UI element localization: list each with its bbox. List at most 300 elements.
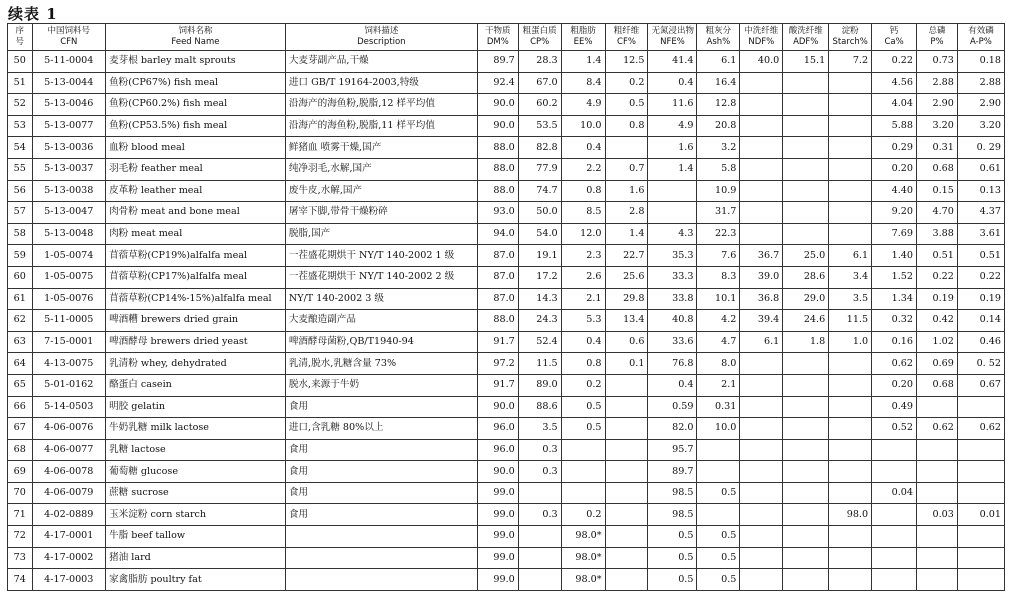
- nutrient-value: 98.0: [829, 504, 872, 526]
- nutrient-value: 0.19: [957, 288, 1004, 310]
- row-index: 74: [8, 569, 33, 591]
- column-header-zh: 有效磷: [968, 26, 994, 36]
- feed-description: 大麦芽副产品,干燥: [285, 51, 477, 73]
- feed-name: 酪蛋白 casein: [106, 374, 286, 396]
- nutrient-value: 0.3: [518, 439, 561, 461]
- nutrient-value: 0.2: [561, 374, 605, 396]
- nutrient-value: [917, 439, 958, 461]
- table-body: [8, 51, 1005, 591]
- nutrient-value: [829, 461, 872, 483]
- feed-name: 肉粉 meat meal: [106, 223, 286, 245]
- nutrient-value: 5.3: [561, 310, 605, 332]
- nutrient-value: [917, 526, 958, 548]
- nutrient-value: [783, 374, 829, 396]
- column-header-en: DM%: [486, 37, 509, 47]
- nutrient-value: [917, 396, 958, 418]
- nutrient-value: 1.4: [561, 51, 605, 73]
- nutrient-value: 52.4: [518, 331, 561, 353]
- nutrient-value: [783, 396, 829, 418]
- column-header-en: A-P%: [969, 37, 992, 47]
- nutrient-value: 10.1: [697, 288, 740, 310]
- column-header-en: CF%: [617, 37, 636, 47]
- feed-description: 大麦酿造副产品: [285, 310, 477, 332]
- row-index: 68: [8, 439, 33, 461]
- nutrient-value: 36.8: [740, 288, 783, 310]
- feed-description: 沿海产的海鱼粉,脱脂,12 样平均值: [285, 94, 477, 116]
- table-row: [8, 331, 1005, 353]
- column-header: [740, 24, 783, 51]
- feed-name: 肉骨粉 meat and bone meal: [106, 202, 286, 224]
- cfn-code: 5-11-0004: [32, 51, 106, 73]
- nutrient-value: 41.4: [648, 51, 697, 73]
- column-header-en: NDF%: [748, 37, 775, 47]
- nutrient-value: 0.4: [561, 331, 605, 353]
- nutrient-value: 31.7: [697, 202, 740, 224]
- nutrient-value: 90.0: [477, 115, 518, 137]
- nutrient-value: [605, 461, 648, 483]
- row-index: 67: [8, 418, 33, 440]
- nutrient-value: 33.6: [648, 331, 697, 353]
- nutrient-value: 2.2: [561, 158, 605, 180]
- column-header: [561, 24, 605, 51]
- row-index: 50: [8, 51, 33, 73]
- feed-composition-table: [7, 23, 1005, 591]
- nutrient-value: 99.0: [477, 526, 518, 548]
- nutrient-value: [740, 374, 783, 396]
- cfn-code: 4-06-0078: [32, 461, 106, 483]
- nutrient-value: 6.1: [697, 51, 740, 73]
- nutrient-value: 88.6: [518, 396, 561, 418]
- column-header-zh: 粗纤维: [613, 26, 640, 36]
- nutrient-value: [518, 482, 561, 504]
- nutrient-value: 24.6: [783, 310, 829, 332]
- nutrient-value: 1.40: [872, 245, 917, 267]
- column-header: [648, 24, 697, 51]
- nutrient-value: [740, 202, 783, 224]
- table-row: [8, 396, 1005, 418]
- nutrient-value: [740, 353, 783, 375]
- table-row: [8, 115, 1005, 137]
- nutrient-value: [740, 526, 783, 548]
- cfn-code: 5-13-0038: [32, 180, 106, 202]
- nutrient-value: [829, 72, 872, 94]
- cfn-code: 5-13-0044: [32, 72, 106, 94]
- nutrient-value: [872, 547, 917, 569]
- nutrient-value: 17.2: [518, 266, 561, 288]
- nutrient-value: 76.8: [648, 353, 697, 375]
- column-header-zh: 钙: [889, 26, 899, 36]
- nutrient-value: 89.7: [648, 461, 697, 483]
- nutrient-value: [605, 482, 648, 504]
- table-row: [8, 51, 1005, 73]
- nutrient-value: 0.8: [561, 180, 605, 202]
- nutrient-value: [740, 547, 783, 569]
- nutrient-value: 99.0: [477, 547, 518, 569]
- column-header-en: Starch%: [832, 37, 868, 47]
- feed-description: 食用: [285, 461, 477, 483]
- nutrient-value: [783, 115, 829, 137]
- nutrient-value: 98.5: [648, 482, 697, 504]
- nutrient-value: 40.0: [740, 51, 783, 73]
- column-header-en: 号: [15, 37, 25, 47]
- nutrient-value: 87.0: [477, 266, 518, 288]
- feed-name: 皮革粉 leather meal: [106, 180, 286, 202]
- nutrient-value: 99.0: [477, 569, 518, 591]
- feed-name: 葡萄糖 glucose: [106, 461, 286, 483]
- row-index: 54: [8, 137, 33, 159]
- feed-name: 牛奶乳糖 milk lactose: [106, 418, 286, 440]
- column-header-en: NFE%: [660, 37, 685, 47]
- nutrient-value: 1.4: [648, 158, 697, 180]
- nutrient-value: 3.61: [957, 223, 1004, 245]
- nutrient-value: [783, 223, 829, 245]
- row-index: 59: [8, 245, 33, 267]
- nutrient-value: 2.8: [605, 202, 648, 224]
- column-header-en: Feed Name: [171, 37, 220, 47]
- cfn-code: 4-17-0003: [32, 569, 106, 591]
- column-header-zh: 饲料名称: [178, 26, 213, 36]
- nutrient-value: 0.46: [957, 331, 1004, 353]
- nutrient-value: 96.0: [477, 439, 518, 461]
- table-row: [8, 310, 1005, 332]
- nutrient-value: 4.9: [648, 115, 697, 137]
- column-header-zh: 中国饲料号: [47, 26, 91, 36]
- nutrient-value: [740, 180, 783, 202]
- nutrient-value: 0.59: [648, 396, 697, 418]
- nutrient-value: 20.8: [697, 115, 740, 137]
- row-index: 62: [8, 310, 33, 332]
- feed-name: 鱼粉(CP67%) fish meal: [106, 72, 286, 94]
- nutrient-value: [605, 418, 648, 440]
- column-header-en: Ca%: [884, 37, 904, 47]
- column-header: [957, 24, 1004, 51]
- nutrient-value: 87.0: [477, 245, 518, 267]
- feed-description: NY/T 140-2002 3 级: [285, 288, 477, 310]
- feed-name: 乳糖 lactose: [106, 439, 286, 461]
- nutrient-value: [783, 72, 829, 94]
- cfn-code: 5-14-0503: [32, 396, 106, 418]
- nutrient-value: 0.29: [872, 137, 917, 159]
- nutrient-value: [783, 353, 829, 375]
- nutrient-value: 12.5: [605, 51, 648, 73]
- row-index: 58: [8, 223, 33, 245]
- row-index: 51: [8, 72, 33, 94]
- table-row: [8, 288, 1005, 310]
- nutrient-value: [829, 180, 872, 202]
- nutrient-value: [740, 396, 783, 418]
- nutrient-value: 28.3: [518, 51, 561, 73]
- nutrient-value: 2.90: [957, 94, 1004, 116]
- nutrient-value: 0.31: [697, 396, 740, 418]
- column-header-en: P%: [930, 37, 944, 47]
- nutrient-value: [917, 547, 958, 569]
- feed-description: 乳清,脱水,乳糖含量 73%: [285, 353, 477, 375]
- nutrient-value: 10.0: [561, 115, 605, 137]
- table-row: [8, 418, 1005, 440]
- feed-description: 食用: [285, 482, 477, 504]
- nutrient-value: 33.8: [648, 288, 697, 310]
- feed-description: 脱脂,国产: [285, 223, 477, 245]
- cfn-code: 7-15-0001: [32, 331, 106, 353]
- feed-description: 废牛皮,水解,国产: [285, 180, 477, 202]
- nutrient-value: [518, 526, 561, 548]
- nutrient-value: 40.8: [648, 310, 697, 332]
- column-header-zh: 中洗纤维: [744, 26, 779, 36]
- table-row: [8, 245, 1005, 267]
- cfn-code: 4-17-0002: [32, 547, 106, 569]
- nutrient-value: 91.7: [477, 331, 518, 353]
- nutrient-value: 19.1: [518, 245, 561, 267]
- nutrient-value: 39.4: [740, 310, 783, 332]
- nutrient-value: 0.42: [917, 310, 958, 332]
- nutrient-value: [518, 569, 561, 591]
- nutrient-value: 1.52: [872, 266, 917, 288]
- column-header-en: Ash%: [706, 37, 731, 47]
- cfn-code: 5-13-0037: [32, 158, 106, 180]
- table-row: [8, 547, 1005, 569]
- nutrient-value: 2.88: [917, 72, 958, 94]
- column-header: [285, 24, 477, 51]
- nutrient-value: 0.1: [605, 353, 648, 375]
- row-index: 71: [8, 504, 33, 526]
- table-row: [8, 180, 1005, 202]
- column-header-zh: 无氮浸出物: [651, 26, 694, 36]
- column-header: [605, 24, 648, 51]
- nutrient-value: [561, 482, 605, 504]
- row-index: 73: [8, 547, 33, 569]
- nutrient-value: 0.13: [957, 180, 1004, 202]
- nutrient-value: 92.4: [477, 72, 518, 94]
- cfn-code: 5-13-0046: [32, 94, 106, 116]
- nutrient-value: 15.1: [783, 51, 829, 73]
- cfn-code: 4-06-0076: [32, 418, 106, 440]
- feed-name: 啤酒糟 brewers dried grain: [106, 310, 286, 332]
- nutrient-value: [829, 418, 872, 440]
- nutrient-value: 0.4: [561, 137, 605, 159]
- nutrient-value: [697, 461, 740, 483]
- row-index: 61: [8, 288, 33, 310]
- nutrient-value: 39.0: [740, 266, 783, 288]
- nutrient-value: [605, 374, 648, 396]
- row-index: 66: [8, 396, 33, 418]
- nutrient-value: [829, 526, 872, 548]
- nutrient-value: 0.67: [957, 374, 1004, 396]
- nutrient-value: [605, 526, 648, 548]
- nutrient-value: [783, 569, 829, 591]
- nutrient-value: [829, 202, 872, 224]
- feed-description: [285, 569, 477, 591]
- nutrient-value: 3.20: [957, 115, 1004, 137]
- feed-name: 乳清粉 whey, dehydrated: [106, 353, 286, 375]
- column-header: [872, 24, 917, 51]
- nutrient-value: 4.3: [648, 223, 697, 245]
- nutrient-value: [957, 461, 1004, 483]
- feed-name: 血粉 blood meal: [106, 137, 286, 159]
- cfn-code: 1-05-0074: [32, 245, 106, 267]
- nutrient-value: [740, 158, 783, 180]
- nutrient-value: 3.4: [829, 266, 872, 288]
- nutrient-value: 88.0: [477, 180, 518, 202]
- nutrient-value: 0.62: [917, 418, 958, 440]
- nutrient-value: 4.56: [872, 72, 917, 94]
- row-index: 69: [8, 461, 33, 483]
- nutrient-value: 82.8: [518, 137, 561, 159]
- nutrient-value: [783, 526, 829, 548]
- row-index: 55: [8, 158, 33, 180]
- nutrient-value: 5.8: [697, 158, 740, 180]
- nutrient-value: [957, 439, 1004, 461]
- nutrient-value: [740, 569, 783, 591]
- nutrient-value: 0.19: [917, 288, 958, 310]
- nutrient-value: 50.0: [518, 202, 561, 224]
- table-row: [8, 439, 1005, 461]
- nutrient-value: [957, 569, 1004, 591]
- nutrient-value: 12.0: [561, 223, 605, 245]
- nutrient-value: [829, 137, 872, 159]
- column-header: [829, 24, 872, 51]
- nutrient-value: 93.0: [477, 202, 518, 224]
- column-header: [32, 24, 106, 51]
- nutrient-value: 0.61: [957, 158, 1004, 180]
- feed-description: [285, 547, 477, 569]
- nutrient-value: 6.1: [740, 331, 783, 353]
- nutrient-value: 0.16: [872, 331, 917, 353]
- feed-description: 鲜猪血 喷雾干燥,国产: [285, 137, 477, 159]
- nutrient-value: 0.51: [917, 245, 958, 267]
- nutrient-value: 4.2: [697, 310, 740, 332]
- nutrient-value: [518, 547, 561, 569]
- nutrient-value: 0.5: [561, 418, 605, 440]
- column-header: [106, 24, 286, 51]
- nutrient-value: 0.18: [957, 51, 1004, 73]
- nutrient-value: 13.4: [605, 310, 648, 332]
- nutrient-value: 24.3: [518, 310, 561, 332]
- nutrient-value: 29.0: [783, 288, 829, 310]
- nutrient-value: 89.7: [477, 51, 518, 73]
- nutrient-value: 67.0: [518, 72, 561, 94]
- nutrient-value: 77.9: [518, 158, 561, 180]
- nutrient-value: 22.3: [697, 223, 740, 245]
- nutrient-value: 0.52: [872, 418, 917, 440]
- nutrient-value: [829, 396, 872, 418]
- feed-name: 啤酒酵母 brewers dried yeast: [106, 331, 286, 353]
- nutrient-value: 0.3: [518, 504, 561, 526]
- nutrient-value: 54.0: [518, 223, 561, 245]
- nutrient-value: 0.8: [561, 353, 605, 375]
- table-row: [8, 353, 1005, 375]
- nutrient-value: 96.0: [477, 418, 518, 440]
- nutrient-value: [561, 461, 605, 483]
- column-header-en: CFN: [60, 37, 78, 47]
- feed-description: 屠宰下脚,带骨干燥粉碎: [285, 202, 477, 224]
- nutrient-value: [829, 439, 872, 461]
- nutrient-value: 3.5: [518, 418, 561, 440]
- feed-name: 猪油 lard: [106, 547, 286, 569]
- nutrient-value: [605, 547, 648, 569]
- nutrient-value: 94.0: [477, 223, 518, 245]
- nutrient-value: [605, 569, 648, 591]
- column-header: [697, 24, 740, 51]
- nutrient-value: [697, 439, 740, 461]
- feed-name: 苜蓿草粉(CP14%-15%)alfalfa meal: [106, 288, 286, 310]
- nutrient-value: 98.5: [648, 504, 697, 526]
- nutrient-value: 91.7: [477, 374, 518, 396]
- table-row: [8, 461, 1005, 483]
- nutrient-value: 11.6: [648, 94, 697, 116]
- cfn-code: 4-02-0889: [32, 504, 106, 526]
- row-index: 72: [8, 526, 33, 548]
- nutrient-value: 0.49: [872, 396, 917, 418]
- nutrient-value: [648, 180, 697, 202]
- feed-description: 进口 GB/T 19164-2003,特级: [285, 72, 477, 94]
- nutrient-value: 14.3: [518, 288, 561, 310]
- nutrient-value: [740, 115, 783, 137]
- nutrient-value: 8.5: [561, 202, 605, 224]
- nutrient-value: 0. 52: [957, 353, 1004, 375]
- nutrient-value: 0.5: [697, 569, 740, 591]
- nutrient-value: [783, 482, 829, 504]
- nutrient-value: 74.7: [518, 180, 561, 202]
- nutrient-value: [783, 94, 829, 116]
- column-header: [917, 24, 958, 51]
- header-row: [8, 24, 1005, 51]
- nutrient-value: [740, 504, 783, 526]
- nutrient-value: 0.20: [872, 158, 917, 180]
- nutrient-value: 4.40: [872, 180, 917, 202]
- nutrient-value: 3.88: [917, 223, 958, 245]
- nutrient-value: [783, 180, 829, 202]
- nutrient-value: [783, 461, 829, 483]
- nutrient-value: 0.62: [957, 418, 1004, 440]
- nutrient-value: 82.0: [648, 418, 697, 440]
- cfn-code: 5-13-0047: [32, 202, 106, 224]
- nutrient-value: 99.0: [477, 482, 518, 504]
- feed-description: 食用: [285, 504, 477, 526]
- row-index: 65: [8, 374, 33, 396]
- column-header-zh: 序: [15, 26, 25, 36]
- row-index: 63: [8, 331, 33, 353]
- feed-name: 鱼粉(CP60.2%) fish meal: [106, 94, 286, 116]
- nutrient-value: 9.20: [872, 202, 917, 224]
- feed-name: 蔗糖 sucrose: [106, 482, 286, 504]
- nutrient-value: 7.2: [829, 51, 872, 73]
- nutrient-value: 97.2: [477, 353, 518, 375]
- nutrient-value: [740, 482, 783, 504]
- nutrient-value: 88.0: [477, 137, 518, 159]
- feed-description: [285, 526, 477, 548]
- nutrient-value: [957, 526, 1004, 548]
- feed-description: 食用: [285, 396, 477, 418]
- nutrient-value: 1.6: [648, 137, 697, 159]
- feed-description: 一茬盛花期烘干 NY/T 140-2002 2 级: [285, 266, 477, 288]
- nutrient-value: 29.8: [605, 288, 648, 310]
- nutrient-value: 5.88: [872, 115, 917, 137]
- row-index: 52: [8, 94, 33, 116]
- nutrient-value: [829, 374, 872, 396]
- nutrient-value: 4.70: [917, 202, 958, 224]
- nutrient-value: 0.20: [872, 374, 917, 396]
- nutrient-value: 99.0: [477, 504, 518, 526]
- nutrient-value: 2.1: [561, 288, 605, 310]
- nutrient-value: 0.31: [917, 137, 958, 159]
- column-header-zh: 粗脂肪: [570, 26, 596, 36]
- nutrient-value: 0.7: [605, 158, 648, 180]
- column-header-zh: 饲料描述: [364, 26, 399, 36]
- cfn-code: 1-05-0075: [32, 266, 106, 288]
- nutrient-value: 3.5: [829, 288, 872, 310]
- column-header-en: ADF%: [793, 37, 819, 47]
- nutrient-value: 0.4: [648, 374, 697, 396]
